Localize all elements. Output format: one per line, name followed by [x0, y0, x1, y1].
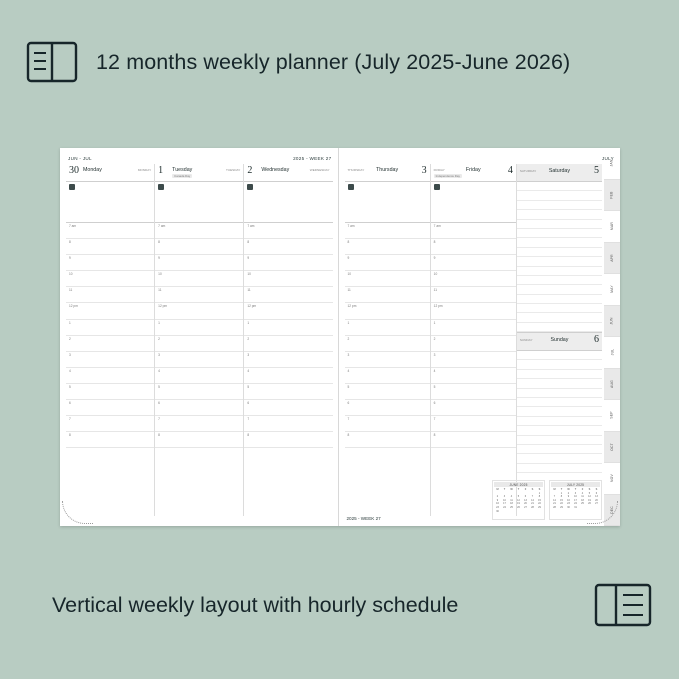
day-note-area[interactable] [244, 182, 332, 223]
mini-day: 3 [574, 491, 577, 495]
weekday-label: THURSDAY [347, 168, 365, 172]
hour-label: 8 [69, 240, 71, 245]
month-tab-label: JAN [609, 159, 614, 167]
mini-day: 18 [581, 498, 584, 502]
hour-label: 1 [347, 320, 350, 325]
hour-label: 2 [433, 336, 436, 341]
hour-label: 5 [347, 384, 350, 389]
right-header-month: JULY [601, 155, 614, 161]
hour-label: 12 pm [433, 304, 443, 309]
month-tab-sep[interactable] [604, 400, 620, 432]
mini-day: 11 [581, 495, 584, 499]
month-tab-label: OCT [609, 442, 614, 451]
hour-label: 5 [158, 384, 160, 389]
month-tab-label: FEB [609, 191, 614, 199]
hour-label: 3 [433, 352, 436, 357]
mini-weekday: W [567, 488, 570, 491]
hour-label: 4 [347, 368, 350, 373]
mini-day: 2 [496, 495, 499, 499]
hour-label: 11 [347, 288, 351, 293]
day-note-area[interactable] [66, 182, 154, 223]
weekday-label: MONDAY [137, 168, 152, 172]
mini-day: 30 [496, 509, 499, 513]
day-column-monday[interactable] [66, 164, 154, 516]
mini-calendars [492, 480, 602, 520]
day-header [66, 164, 154, 182]
holiday-label: Canada Day [174, 174, 191, 178]
month-tab-label: MAR [609, 222, 614, 231]
hour-label: 4 [158, 368, 160, 373]
hour-slots[interactable] [244, 223, 332, 448]
top-headline [26, 32, 656, 92]
open-book-icon [594, 581, 652, 629]
right-page-header [339, 148, 621, 164]
day-note-area[interactable] [155, 182, 243, 223]
right-page-footer: 2025 - WEEK 27 [346, 516, 381, 521]
month-tab-aug[interactable] [604, 369, 620, 401]
mini-day: 17 [503, 502, 506, 506]
mini-day: 9 [496, 498, 499, 502]
mini-week-row [494, 510, 543, 514]
month-tab-apr[interactable] [604, 243, 620, 275]
mini-weekday: S [588, 488, 591, 491]
mini-day: 16 [496, 502, 499, 506]
month-tab-mar[interactable] [604, 211, 620, 243]
hour-label: 7 am [247, 224, 255, 228]
open-book-icon [26, 39, 78, 85]
mini-day: 23 [496, 505, 499, 509]
hour-label: 8 [347, 433, 350, 438]
day-note-area[interactable] [345, 182, 430, 223]
hour-label: 1 [433, 320, 436, 325]
mini-day: 26 [517, 505, 520, 509]
month-tab-label: APR [609, 253, 614, 262]
hour-label: 8 [247, 433, 250, 438]
month-tab-label: AUG [609, 379, 614, 388]
bottom-headline [52, 575, 652, 635]
hour-label: 6 [158, 401, 160, 406]
hour-label: 7 am [69, 224, 77, 228]
hour-label: 11 [247, 288, 251, 293]
planner-spread [60, 148, 620, 526]
day-header [155, 164, 243, 182]
mini-day: 25 [510, 505, 513, 509]
hour-label: 9 [158, 256, 160, 261]
mini-day: 22 [538, 502, 541, 506]
hour-label: 5 [247, 384, 250, 389]
mini-day: 13 [595, 495, 598, 499]
hour-label: 1 [158, 320, 160, 325]
weekday-label: SATURDAY [519, 169, 537, 173]
hour-label: 7 [347, 417, 350, 422]
mini-day: 13 [524, 498, 527, 502]
mini-day: 8 [538, 495, 541, 499]
month-tab-label: JUL [609, 348, 614, 356]
hour-label: 12 pm [69, 304, 78, 309]
hour-label: 5 [69, 384, 71, 389]
mini-weekday: T [574, 488, 577, 491]
day-name: Tuesday [172, 167, 193, 173]
mini-weekday: F [581, 488, 584, 491]
hour-label: 7 [158, 417, 160, 422]
day-name: Thursday [376, 167, 399, 173]
day-number: 30 [69, 165, 79, 176]
mini-day: 14 [531, 498, 534, 502]
month-tab-jul[interactable] [604, 337, 620, 369]
note-badge-icon [247, 184, 253, 190]
note-badge-icon [158, 184, 164, 190]
hour-label: 12 pm [247, 304, 257, 309]
mini-calendar-title: JUNE 2025 [494, 482, 543, 487]
mini-day: 10 [574, 495, 577, 499]
mini-day: 27 [595, 502, 598, 506]
hour-label: 2 [158, 336, 160, 341]
day-column-friday[interactable] [430, 164, 516, 516]
mini-day: 7 [553, 495, 556, 499]
mini-day: 16 [567, 498, 570, 502]
month-tab-label: DEC [609, 505, 614, 514]
mini-weekday: F [524, 488, 527, 491]
day-header [431, 164, 516, 182]
saturday-lines[interactable] [517, 182, 602, 342]
hour-label: 7 [247, 417, 250, 422]
mini-weekday: T [517, 488, 520, 491]
day-header [517, 333, 602, 351]
hour-label: 10 [347, 272, 352, 277]
hour-label: 9 [69, 256, 71, 261]
weekday-label: SUNDAY [519, 338, 533, 342]
mini-day [579, 506, 586, 510]
hour-label: 4 [69, 368, 71, 373]
hour-label: 2 [347, 336, 350, 341]
mini-day: 1 [538, 491, 541, 495]
mini-day: 21 [553, 502, 556, 506]
hour-label: 9 [247, 256, 250, 261]
day-column-tuesday[interactable] [154, 164, 243, 516]
left-header-week: 2025 - WEEK 27 [293, 155, 332, 161]
mini-day: 20 [595, 498, 598, 502]
weekday-label: TUESDAY [225, 168, 241, 172]
mini-day: 24 [574, 502, 577, 506]
hour-label: 1 [247, 320, 250, 325]
mini-weekday: S [595, 488, 598, 491]
mini-day: 31 [574, 505, 577, 509]
mini-day: 27 [524, 505, 527, 509]
mini-day: 9 [567, 495, 570, 499]
note-badge-icon [69, 184, 75, 190]
hour-label: 8 [433, 240, 436, 245]
hour-label: 3 [69, 352, 71, 357]
month-tab-label: NOV [609, 474, 614, 483]
hour-label: 9 [347, 256, 350, 261]
hour-label: 6 [69, 401, 71, 406]
mini-day: 26 [588, 502, 591, 506]
month-tab-label: MAY [609, 285, 614, 294]
month-tab-may[interactable] [604, 274, 620, 306]
mini-day: 14 [553, 498, 556, 502]
mini-day: 2 [567, 491, 570, 495]
weekday-label: WEDNESDAY [309, 168, 330, 172]
planner-right-page [339, 148, 621, 526]
day-number: 4 [507, 165, 513, 176]
hour-label: 8 [247, 240, 250, 245]
hour-label: 10 [158, 272, 162, 277]
mini-day: 25 [581, 502, 584, 506]
day-block-saturday[interactable] [517, 164, 602, 333]
page-corner-left [62, 501, 93, 524]
day-header [517, 164, 602, 182]
mini-day [536, 510, 543, 514]
hour-label: 2 [69, 336, 71, 341]
month-tab-jan[interactable] [601, 148, 620, 180]
mini-day: 22 [560, 502, 563, 506]
hour-label: 7 am [347, 224, 355, 228]
mini-day: 8 [560, 495, 563, 499]
mini-weekday: T [503, 488, 506, 491]
hour-label: 7 [69, 417, 71, 422]
hour-label: 10 [247, 272, 251, 277]
day-number: 5 [594, 165, 600, 176]
mini-day: 4 [510, 495, 513, 499]
hour-label: 7 am [433, 224, 441, 228]
month-tab-jun[interactable] [604, 306, 620, 338]
right-day-columns [339, 164, 621, 516]
mini-day: 19 [588, 498, 591, 502]
mini-day: 24 [503, 505, 506, 509]
hour-label: 8 [69, 433, 71, 438]
hour-label: 2 [247, 336, 250, 341]
mini-day: 19 [517, 502, 520, 506]
day-name: Saturday [548, 168, 571, 174]
day-header [345, 164, 430, 182]
mini-weekday: M [496, 488, 499, 491]
day-number: 6 [594, 334, 600, 345]
day-number: 1 [158, 165, 164, 176]
planner-left-page [60, 148, 339, 526]
mini-day: 6 [524, 495, 527, 499]
holiday-label: Independence Day [435, 174, 460, 178]
mini-weekday: W [510, 488, 513, 491]
mini-day [508, 510, 515, 514]
mini-day: 15 [560, 498, 563, 502]
mini-weekday: T [560, 488, 563, 491]
hour-label: 9 [433, 256, 436, 261]
mini-day: 3 [503, 495, 506, 499]
hour-slots[interactable] [345, 223, 430, 448]
day-number: 3 [421, 165, 427, 176]
mini-day: 29 [538, 505, 541, 509]
hour-label: 7 [433, 417, 436, 422]
day-name: Wednesday [261, 167, 290, 173]
hour-label: 4 [433, 368, 436, 373]
mini-day [522, 510, 529, 514]
mini-day: 6 [595, 491, 598, 495]
mini-day: 18 [510, 502, 513, 506]
hour-label: 8 [347, 240, 350, 245]
mini-day: 15 [538, 498, 541, 502]
day-column-weekend[interactable] [516, 164, 602, 516]
day-note-area[interactable] [431, 182, 516, 223]
mini-day: 10 [503, 498, 506, 502]
mini-calendar-title: JULY 2025 [551, 482, 600, 487]
hour-label: 3 [247, 352, 250, 357]
mini-day: 30 [567, 505, 570, 509]
mini-day: 20 [524, 502, 527, 506]
note-badge-icon [434, 184, 440, 190]
hour-slots[interactable] [155, 223, 243, 448]
day-name: Sunday [550, 337, 569, 343]
mini-day: 23 [567, 502, 570, 506]
mini-day: 28 [531, 505, 534, 509]
hour-label: 4 [247, 368, 250, 373]
hour-label: 6 [433, 401, 436, 406]
mini-day [515, 510, 522, 514]
mini-day: 12 [588, 495, 591, 499]
hour-label: 10 [69, 272, 73, 277]
month-tab-nov[interactable] [604, 463, 620, 495]
mini-day: 28 [553, 505, 556, 509]
hour-label: 8 [158, 240, 160, 245]
month-tab-strip[interactable] [601, 148, 620, 526]
mini-day: 5 [588, 491, 591, 495]
day-name: Friday [465, 167, 481, 173]
day-column-thursday[interactable] [345, 164, 430, 516]
hour-label: 3 [158, 352, 160, 357]
day-number: 2 [247, 165, 253, 176]
note-badge-icon [348, 184, 354, 190]
month-tab-label: SEP [609, 411, 614, 419]
hour-label: 7 am [158, 224, 166, 228]
mini-weekday: M [553, 488, 556, 491]
mini-day: 7 [531, 495, 534, 499]
bottom-headline-text: Vertical weekly layout with hourly schedule [52, 592, 459, 617]
day-block-sunday[interactable] [517, 333, 602, 483]
weekday-label: FRIDAY [433, 168, 445, 172]
mini-day: 29 [560, 505, 563, 509]
hour-label: 11 [158, 288, 162, 293]
hour-slots[interactable] [66, 223, 154, 448]
day-column-wednesday[interactable] [243, 164, 332, 516]
hour-label: 12 pm [158, 304, 168, 309]
month-tab-feb[interactable] [604, 180, 620, 212]
mini-weekday: S [531, 488, 534, 491]
mini-day: 5 [517, 495, 520, 499]
mini-day: 12 [517, 498, 520, 502]
hour-label: 10 [433, 272, 438, 277]
left-page-header [60, 148, 338, 164]
hour-label: 1 [69, 320, 71, 325]
sunday-lines[interactable] [517, 351, 602, 473]
day-header [244, 164, 332, 182]
hour-label: 8 [158, 433, 160, 438]
hour-label: 6 [247, 401, 250, 406]
mini-day [501, 510, 508, 514]
hour-label: 3 [347, 352, 350, 357]
day-name: Monday [83, 167, 102, 173]
hour-label: 11 [433, 288, 437, 293]
hour-slots[interactable] [431, 223, 516, 448]
mini-calendar-june[interactable] [492, 480, 545, 520]
hour-label: 11 [69, 288, 73, 293]
hour-label: 5 [433, 384, 436, 389]
left-header-month: JUN - JUL [68, 155, 92, 161]
hour-label: 8 [433, 433, 436, 438]
hour-label: 12 pm [347, 304, 357, 309]
month-tab-oct[interactable] [604, 432, 620, 464]
mini-day: 11 [510, 498, 513, 502]
month-tab-label: JUN [609, 317, 614, 325]
mini-day [529, 510, 536, 514]
mini-weekday: S [538, 488, 541, 491]
mini-day: 17 [574, 498, 577, 502]
mini-day: 21 [531, 502, 534, 506]
mini-day: 1 [560, 491, 563, 495]
top-headline-text: 12 months weekly planner (July 2025-June 2026) [96, 49, 571, 74]
hour-label: 6 [347, 401, 350, 406]
left-day-columns [60, 164, 338, 516]
mini-day: 4 [581, 491, 584, 495]
